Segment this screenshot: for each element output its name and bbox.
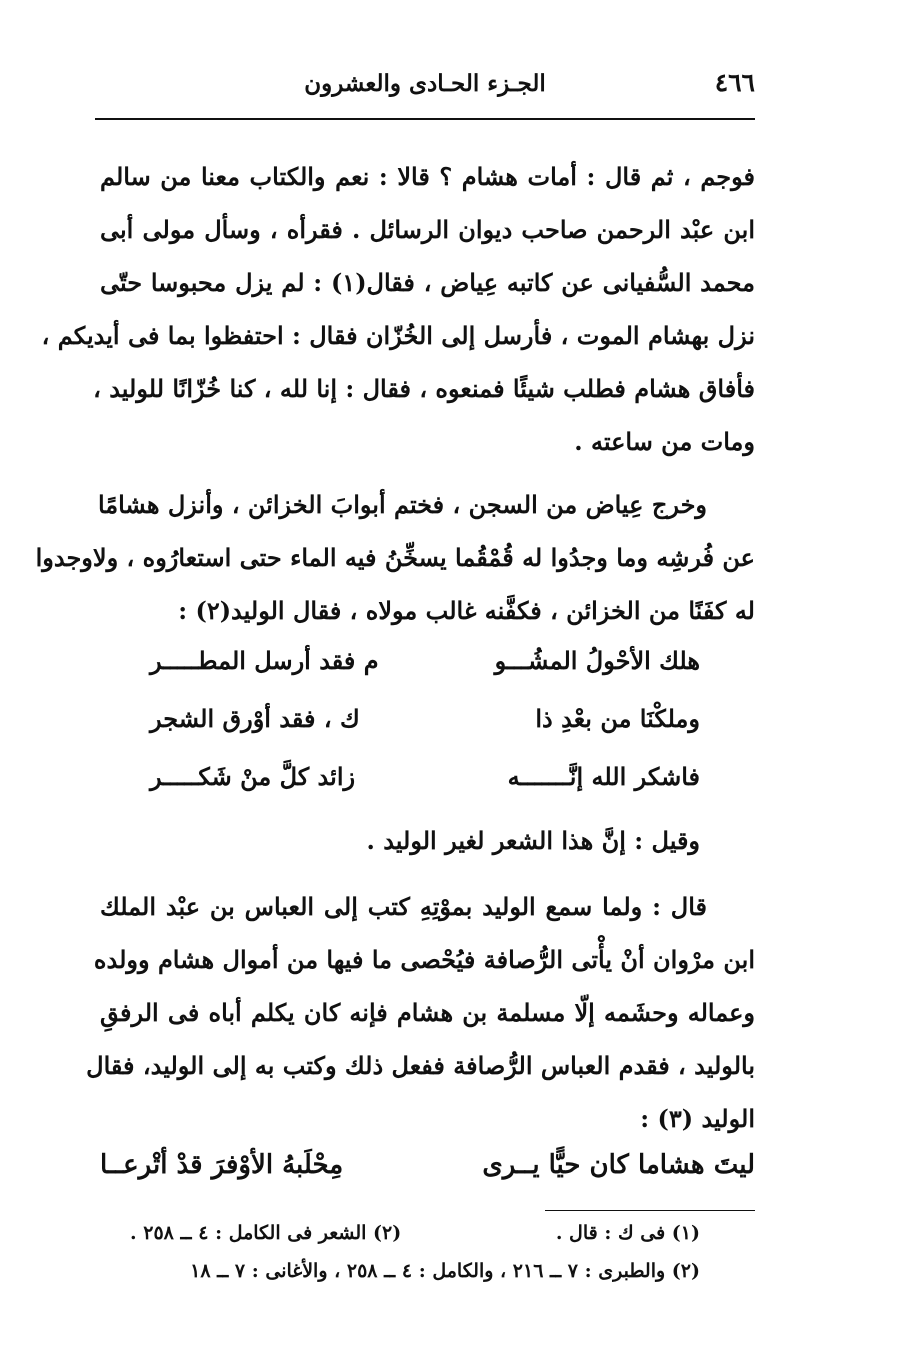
- text-line: محمد السُّفيانى عن كاتبه عِياض ، فقال(١) : لم يزل محبوسا حتّى: [100, 268, 755, 297]
- verse-first-hemistich: ليتَ هشاما كان حيًّا يــرى: [482, 1150, 755, 1180]
- paragraph-2: [35, 478, 755, 637]
- text-line: فأفاق هشام فطلب شيئًا فمنعوه ، فقال : إنا لله ، كنا خُزّانًا للوليد ،: [93, 374, 755, 403]
- page-header: [95, 62, 755, 112]
- footnote-rule: [545, 1210, 755, 1211]
- footnote-2: (٢) الشعر فى الكامل : ٤ ــ ٢٥٨ .: [130, 1222, 402, 1244]
- text-line: الوليد (٣) :: [640, 1104, 755, 1133]
- verse-first-hemistich: فاشكر الله إنَّـــــــه: [507, 762, 700, 791]
- running-title: الجـزء الحـادى والعشرون: [304, 70, 546, 97]
- text-line: نزل بهشام الموت ، فأرسل إلى الخُزّان فقال : احتفظوا بما فى أيديكم ،: [41, 321, 755, 350]
- verse-second-hemistich: مِحْلَبهُ الأوْفرَ قدْ أتْرعــا: [100, 1150, 344, 1180]
- text-line: وخرج عِياض من السجن ، فختم أبوابَ الخزائن ، وأنزل هشامًا: [97, 490, 707, 519]
- footnote-3: (٢) والطبرى : ٧ ــ ٢١٦ ، والكامل : ٤ ــ ٢٥٨ ، والأغانى : ٧ ــ ١٨: [190, 1260, 700, 1282]
- text-line: قال : ولما سمع الوليد بموْتِهِ كتب إلى العباس بن عبْد الملك: [100, 892, 707, 921]
- text-line: له كفَنًا من الخزائن ، فكفَّنه غالب مولاه ، فقال الوليد(٢) :: [178, 596, 755, 625]
- footnote-row: [130, 1260, 700, 1298]
- attribution-note: وقيل : إنَّ هذا الشعر لغير الوليد .: [366, 826, 700, 855]
- footnote-row: [130, 1222, 700, 1260]
- poem-1: [150, 646, 700, 820]
- verse-second-hemistich: ك ، فقد أوْرق الشجر: [150, 704, 360, 733]
- text-line: عن فُرشِه وما وجدُوا له قُمْقُما يسخِّنُ فيه الماء حتى استعارُوه ، ولاوجدوا: [35, 543, 755, 572]
- verse-first-hemistich: وملكْنَا من بعْدِ ذا: [535, 704, 700, 733]
- verse-row: [150, 646, 700, 704]
- text-line: ابن مرْوان أنْ يأْتى الرُّصافة فيُحْصى ما فيها من أموال هشام وولده: [93, 945, 755, 974]
- paragraph-1: [41, 150, 755, 468]
- text-line: وعماله وحشَمه إلّا مسلمة بن هشام فإنه كان يكلم أباه فى الرفقِ: [100, 998, 755, 1027]
- verse-row: [150, 762, 700, 820]
- verse-second-hemistich: م فقد أرسل المطـــــر: [150, 646, 379, 675]
- page-number: ٤٦٦: [714, 68, 755, 97]
- verse-second-hemistich: زائد كلَّ منْ شَكـــــر: [150, 762, 356, 791]
- header-rule: [95, 118, 755, 120]
- text-line: بالوليد ، فقدم العباس الرُّصافة ففعل ذلك وكتب به إلى الوليد، فقال: [86, 1051, 755, 1080]
- text-line: فوجم ، ثم قال : أمات هشام ؟ قالا : نعم والكتاب معنا من سالم: [100, 162, 755, 191]
- verse-row: [150, 704, 700, 762]
- text-line: ومات من ساعته .: [574, 427, 755, 456]
- footnote-1: (١) فى ك : قال .: [555, 1222, 700, 1244]
- paragraph-3: [86, 880, 755, 1145]
- footnotes: [130, 1222, 700, 1298]
- verse-first-hemistich: هلك الأحْولُ المشُـــو: [494, 646, 700, 675]
- text-line: ابن عبْد الرحمن صاحب ديوان الرسائل . فقرأه ، وسأل مولى أبى: [100, 215, 755, 244]
- poem-2: [100, 1150, 755, 1206]
